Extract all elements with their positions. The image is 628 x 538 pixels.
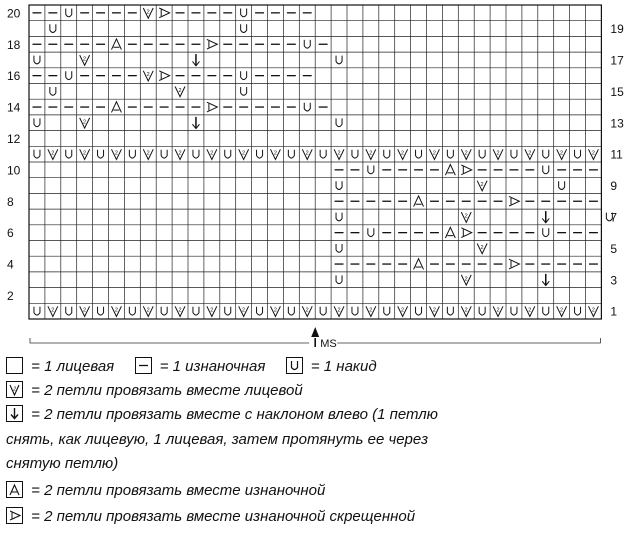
- k2tog-symbol: [477, 181, 487, 191]
- k2tog-symbol: [175, 149, 185, 159]
- k2tog-symbol: [366, 149, 376, 159]
- yarn-over-symbol: [447, 150, 453, 158]
- p2tog-symbol: [112, 39, 122, 50]
- row-number-left: 10: [7, 163, 21, 178]
- yarn-over-symbol: [336, 213, 342, 221]
- yarn-over-symbol: [304, 103, 310, 111]
- k2tog-symbol: [80, 149, 90, 159]
- k2tog-symbol: [48, 149, 58, 159]
- k2tog-symbol: [207, 306, 217, 316]
- yarn-over-symbol: [34, 118, 40, 126]
- svg-text:2: 2: [273, 150, 277, 157]
- k2tog-symbol: [112, 149, 122, 159]
- row-number-right: 15: [610, 84, 624, 99]
- k2tog-symbol: [48, 306, 58, 316]
- yarn-over-symbol: [479, 307, 485, 315]
- legend-row-basic: [6, 357, 377, 376]
- yarn-over-symbol: [320, 150, 326, 158]
- yarn-over-symbol: [241, 24, 247, 32]
- yarn-over-symbol: [575, 150, 581, 158]
- svg-text:2: 2: [51, 150, 55, 157]
- row-number-left: 2: [7, 288, 14, 303]
- k2tog-symbol: [143, 71, 153, 81]
- k2tog-symbol: [525, 306, 535, 316]
- k2tog-symbol: [589, 149, 599, 159]
- k2tog-symbol: [525, 149, 535, 159]
- yarn-over-symbol: [368, 166, 374, 174]
- yarn-over-symbol: [543, 307, 549, 315]
- p2tog-tbl-symbol: [159, 8, 169, 18]
- p2tog-tbl-symbol: [509, 196, 519, 206]
- p2tog-tbl-symbol: [159, 71, 169, 81]
- yarn-over-symbol: [161, 307, 167, 315]
- row-number-right: 1: [610, 304, 618, 319]
- svg-text:2: 2: [114, 150, 118, 157]
- yarn-over-symbol: [161, 150, 167, 158]
- yarn-over-symbol: [416, 307, 422, 315]
- legend-row-ssk-3: [6, 454, 118, 473]
- ssk-symbol: [192, 117, 199, 129]
- svg-text:2: 2: [114, 307, 118, 314]
- k2tog-symbol: [398, 306, 408, 316]
- svg-text:2: 2: [560, 307, 564, 314]
- p2tog-symbol: [112, 102, 122, 113]
- svg-text:2: 2: [464, 150, 468, 157]
- yarn-over-symbol: [511, 307, 517, 315]
- yarn-over-symbol: [225, 307, 231, 315]
- k2tog-symbol: [175, 306, 185, 316]
- p2tog-tbl-symbol: [461, 228, 471, 238]
- row-number-right: 7: [610, 210, 618, 225]
- yarn-over-symbol: [129, 150, 135, 158]
- k2tog-symbol: [334, 149, 344, 159]
- k2tog-symbol: [461, 306, 471, 316]
- svg-text:2: 2: [178, 87, 182, 94]
- legend-purl-text: = 1 изнаночная: [159, 358, 266, 375]
- legend-row-ssk-2: [6, 430, 428, 449]
- yarn-over-symbol: [336, 275, 342, 283]
- svg-text:2: 2: [210, 150, 214, 157]
- yarn-over-symbol: [575, 307, 581, 315]
- legend-row-ssk: [6, 405, 438, 424]
- yarn-over-symbol: [241, 87, 247, 95]
- svg-text:2: 2: [242, 150, 246, 157]
- svg-text:2: 2: [369, 150, 373, 157]
- ssk-symbol-icon: [6, 405, 23, 422]
- yarn-over-symbol: [98, 150, 104, 158]
- k2tog-symbol: [493, 149, 503, 159]
- legend-row-k2tog: [6, 381, 303, 400]
- ms-bracket-right: [337, 338, 600, 343]
- p2tog-tbl-symbol: [509, 259, 519, 269]
- row-number-right: 9: [610, 179, 618, 194]
- p2tog-tbl-symbol: [461, 165, 471, 175]
- yarn-over-symbol: [193, 307, 199, 315]
- yarn-over-symbol: [66, 307, 72, 315]
- legend-row-p2tog: [6, 481, 325, 500]
- legend-knit-text: = 1 лицевая: [31, 358, 115, 375]
- k2tog-symbol: [271, 149, 281, 159]
- yarn-over-symbol: [352, 150, 358, 158]
- k2tog-symbol: [461, 275, 471, 285]
- k2tog-symbol: [80, 118, 90, 128]
- ms-bracket-left: [30, 338, 309, 343]
- ms-arrow-head-icon: [311, 327, 319, 337]
- yarn-over-symbol: [66, 9, 72, 17]
- svg-text:2: 2: [305, 307, 309, 314]
- legend-row-p2tog-tbl: [6, 507, 415, 526]
- row-number-right: 11: [610, 147, 623, 162]
- svg-text:2: 2: [464, 213, 468, 220]
- yarn-over-symbol: [511, 150, 517, 158]
- ssk-symbol: [192, 54, 199, 66]
- yarn-over-symbol: [66, 150, 72, 158]
- p2tog-symbol: [445, 165, 455, 176]
- legend-p2tog-text: = 2 петли провязать вместе изнаночной: [31, 482, 326, 499]
- ssk-symbol: [542, 274, 549, 286]
- yarn-over-symbol: [336, 181, 342, 189]
- svg-text:2: 2: [273, 307, 277, 314]
- svg-text:2: 2: [146, 9, 150, 16]
- yarn-over-symbol: [352, 307, 358, 315]
- k2tog-symbol: [430, 306, 440, 316]
- yarn-over-symbol: [257, 150, 263, 158]
- yarn-over-symbol: [98, 307, 104, 315]
- k2tog-symbol: [334, 306, 344, 316]
- row-number-right: 5: [610, 241, 618, 256]
- p2tog-tbl-symbol-icon: [6, 507, 23, 524]
- svg-text:2: 2: [528, 307, 532, 314]
- k2tog-symbol: [589, 306, 599, 316]
- svg-text:2: 2: [528, 150, 532, 157]
- svg-text:2: 2: [432, 150, 436, 157]
- row-number-right: 17: [610, 53, 624, 68]
- yarn-over-symbol: [66, 71, 72, 79]
- k2tog-symbol: [461, 212, 471, 222]
- yarn-over-symbol: [50, 87, 56, 95]
- k2tog-symbol: [366, 306, 376, 316]
- yarn-over-symbol: [257, 307, 263, 315]
- row-number-left: 16: [7, 69, 21, 84]
- p2tog-symbol: [414, 196, 424, 207]
- row-number-left: 4: [7, 257, 14, 272]
- svg-text:2: 2: [464, 307, 468, 314]
- row-number-left: 14: [7, 100, 21, 115]
- k2tog-symbol: [143, 149, 153, 159]
- yarn-over-symbol: [559, 181, 565, 189]
- p2tog-symbol-icon: [6, 481, 23, 498]
- row-number-right: 3: [610, 273, 618, 288]
- p2tog-symbol: [414, 259, 424, 270]
- row-number-right: 19: [610, 22, 624, 37]
- yarn-over-symbol: [543, 150, 549, 158]
- svg-text:2: 2: [83, 150, 87, 157]
- yarn-over-symbol: [336, 56, 342, 64]
- p2tog-tbl-symbol: [207, 39, 217, 49]
- yarn-over-symbol: [34, 56, 40, 64]
- svg-text:2: 2: [83, 56, 87, 63]
- yarn-over-symbol: [543, 228, 549, 236]
- svg-text:2: 2: [369, 307, 373, 314]
- svg-text:2: 2: [146, 307, 150, 314]
- svg-text:2: 2: [146, 150, 150, 157]
- ssk-symbol: [542, 211, 549, 223]
- svg-text:2: 2: [242, 307, 246, 314]
- svg-text:2: 2: [83, 307, 87, 314]
- row-number-left: 8: [7, 194, 14, 209]
- k2tog-symbol: [207, 149, 217, 159]
- p2tog-tbl-symbol: [207, 102, 217, 112]
- k2tog-symbol: [112, 306, 122, 316]
- k2tog-symbol: [493, 306, 503, 316]
- svg-text:2: 2: [560, 150, 564, 157]
- k2tog-symbol: [302, 306, 312, 316]
- k2tog-symbol: [143, 306, 153, 316]
- yarn-over-symbol: [288, 150, 294, 158]
- grid-lines: [29, 5, 601, 319]
- row-number-left: 6: [7, 226, 14, 241]
- yarn-over-symbol: [479, 150, 485, 158]
- svg-text:2: 2: [591, 150, 595, 157]
- yarn-over-symbol-icon: [286, 357, 303, 374]
- svg-text:2: 2: [432, 307, 436, 314]
- svg-text:2: 2: [464, 276, 468, 283]
- row-number-left: 12: [7, 131, 21, 146]
- purl-symbol-icon: [135, 357, 152, 374]
- yarn-over-symbol: [320, 307, 326, 315]
- knit-symbol-icon: [6, 357, 23, 374]
- yarn-over-symbol: [336, 244, 342, 252]
- svg-text:2: 2: [178, 307, 182, 314]
- yarn-over-symbol: [241, 71, 247, 79]
- k2tog-symbol: [430, 149, 440, 159]
- legend-ssk-text-2: снять, как лицевую, 1 лицевая, затем протянуть ее через: [6, 431, 429, 448]
- yarn-over-symbol: [447, 307, 453, 315]
- k2tog-symbol: [80, 306, 90, 316]
- k2tog-symbol: [461, 149, 471, 159]
- yarn-over-symbol: [384, 307, 390, 315]
- yarn-over-symbol: [336, 118, 342, 126]
- svg-text:2: 2: [480, 182, 484, 189]
- yarn-over-symbol: [193, 150, 199, 158]
- row-number-right: 13: [610, 116, 624, 131]
- svg-text:2: 2: [591, 307, 595, 314]
- k2tog-symbol: [143, 8, 153, 18]
- yarn-over-symbol: [225, 150, 231, 158]
- legend-yo-text: = 1 накид: [310, 358, 377, 375]
- yarn-over-symbol: [416, 150, 422, 158]
- svg-text:2: 2: [51, 307, 55, 314]
- svg-text:2: 2: [146, 72, 150, 79]
- svg-text:2: 2: [305, 150, 309, 157]
- k2tog-symbol: [477, 244, 487, 254]
- svg-text:2: 2: [496, 150, 500, 157]
- yarn-over-symbol: [384, 150, 390, 158]
- k2tog-symbol: [398, 149, 408, 159]
- yarn-over-symbol: [288, 307, 294, 315]
- svg-text:2: 2: [210, 307, 214, 314]
- yarn-over-symbol: [34, 150, 40, 158]
- svg-text:2: 2: [496, 307, 500, 314]
- yarn-over-symbol: [129, 307, 135, 315]
- svg-text:2: 2: [83, 119, 87, 126]
- k2tog-symbol: [239, 149, 249, 159]
- p2tog-symbol: [445, 227, 455, 238]
- k2tog-symbol: [239, 306, 249, 316]
- yarn-over-symbol: [304, 40, 310, 48]
- k2tog-symbol: [302, 149, 312, 159]
- legend-ssk-text-1: = 2 петли провязать вместе с наклоном влево (1 петлю: [31, 406, 438, 423]
- row-number-left: 18: [7, 37, 21, 52]
- k2tog-symbol: [557, 306, 567, 316]
- svg-text:2: 2: [401, 150, 405, 157]
- svg-text:2: 2: [480, 244, 484, 251]
- svg-text:2: 2: [337, 307, 341, 314]
- legend-p2tog-tbl-text: = 2 петли провязать вместе изнаночной скрещенной: [31, 508, 416, 525]
- svg-text:2: 2: [337, 150, 341, 157]
- legend-k2tog-text: = 2 петли провязать вместе лицевой: [31, 382, 303, 399]
- legend-ssk-text-3: снятую петлю): [6, 455, 119, 472]
- row-number-left: 20: [7, 6, 21, 21]
- ms-label: MS: [320, 338, 337, 350]
- svg-text:2: 2: [13, 386, 16, 393]
- svg-text:2: 2: [178, 150, 182, 157]
- k2tog-symbol: [271, 306, 281, 316]
- yarn-over-symbol: [34, 307, 40, 315]
- yarn-over-symbol: [241, 9, 247, 17]
- yarn-over-symbol: [368, 228, 374, 236]
- k2tog-symbol: [557, 149, 567, 159]
- k2tog-symbol-icon: [6, 381, 23, 398]
- k2tog-symbol: [175, 87, 185, 97]
- k2tog-symbol: [80, 55, 90, 65]
- yarn-over-symbol: [50, 24, 56, 32]
- svg-text:2: 2: [401, 307, 405, 314]
- yarn-over-symbol: [543, 166, 549, 174]
